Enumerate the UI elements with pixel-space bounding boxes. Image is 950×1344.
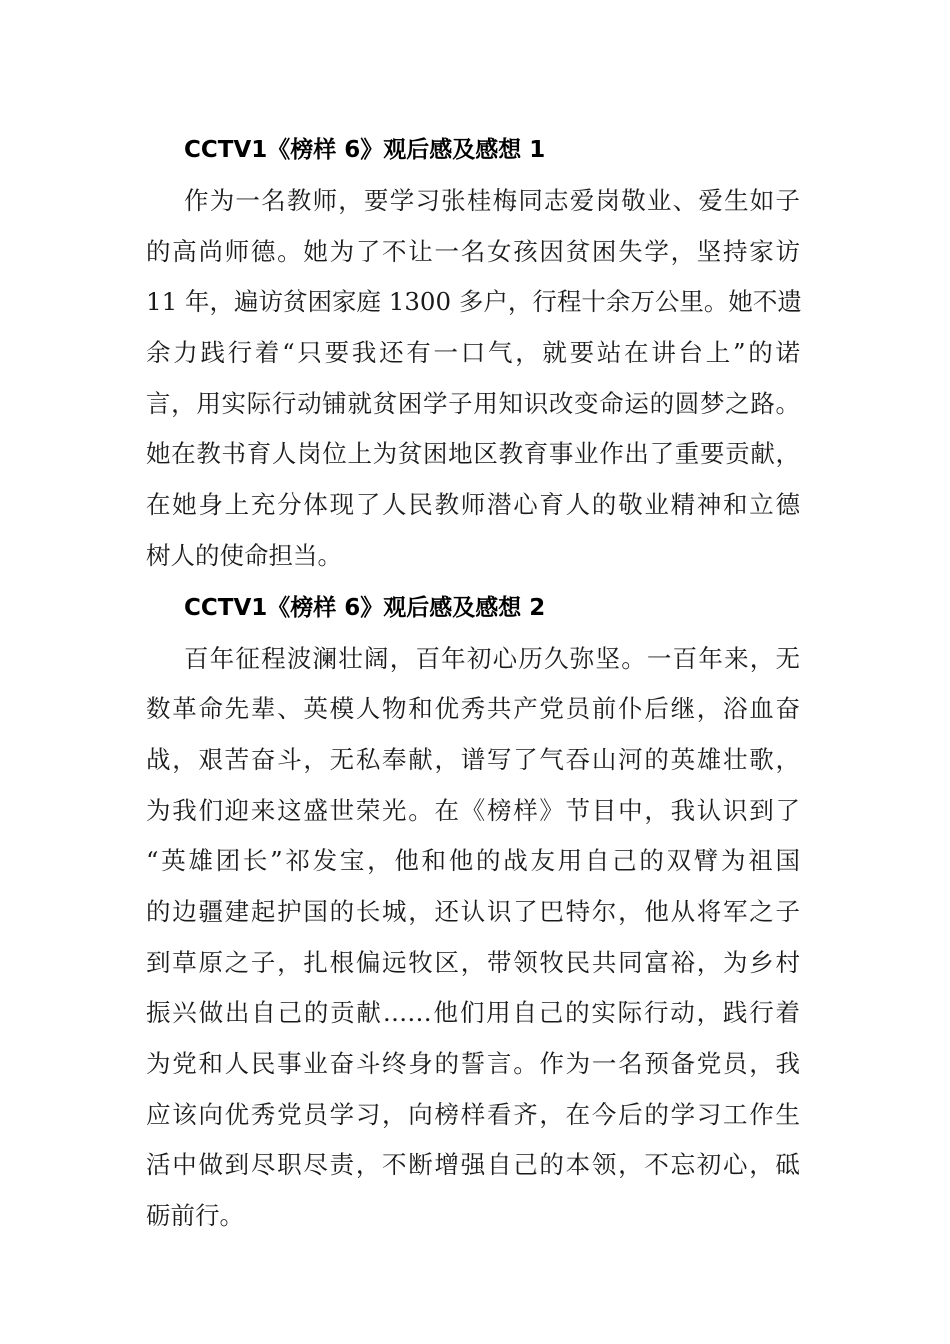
paragraph-line: 余力践行着“只要我还有一口气，就要站在讲台上”的诺	[146, 338, 800, 368]
paragraph-line: 树人的使命担当。	[146, 540, 342, 570]
paragraph-line: 活中做到尽职尽责，不断增强自己的本领，不忘初心，砥	[146, 1150, 800, 1180]
section-1-paragraph	[146, 176, 800, 582]
paragraph-line: 她在教书育人岗位上为贫困地区教育事业作出了重要贡献，	[146, 439, 800, 469]
paragraph-line: 在她身上充分体现了人民教师潜心育人的敬业精神和立德	[146, 490, 800, 520]
paragraph-line: 作为一名教师，要学习张桂梅同志爱岗敬业、爱生如子	[184, 186, 800, 215]
paragraph-line: 到草原之子，扎根偏远牧区，带领牧民共同富裕，为乡村	[146, 947, 800, 977]
document-body	[146, 124, 800, 1242]
paragraph-line: 战，艰苦奋斗，无私奉献，谱写了气吞山河的英雄壮歌，	[146, 744, 800, 774]
paragraph-line: 数革命先辈、英模人物和优秀共产党员前仆后继，浴血奋	[146, 694, 800, 724]
paragraph-line: 的高尚师德。她为了不让一名女孩因贫困失学，坚持家访	[146, 236, 800, 266]
paragraph-line: 为我们迎来这盛世荣光。在《榜样》节目中，我认识到了	[146, 795, 800, 825]
paragraph-line: 的边疆建起护国的长城，还认识了巴特尔，他从将军之子	[146, 896, 800, 926]
paragraph-line: 振兴做出自己的贡献……他们用自己的实际行动，践行着	[146, 998, 800, 1028]
paragraph-line: 为党和人民事业奋斗终身的誓言。作为一名预备党员，我	[146, 1049, 800, 1078]
paragraph-line: 言，用实际行动铺就贫困学子用知识改变命运的圆梦之路。	[146, 388, 800, 418]
paragraph-line: 砺前行。	[146, 1201, 244, 1231]
section-1-heading: CCTV1《榜样 6》观后感及感想 1	[184, 137, 546, 163]
section-2-heading: CCTV1《榜样 6》观后感及感想 2	[184, 594, 546, 621]
paragraph-line: 应该向优秀党员学习，向榜样看齐，在今后的学习工作生	[146, 1099, 800, 1129]
paragraph-line: “英雄团长”祁发宝，他和他的战友用自己的双臂为祖国	[146, 846, 800, 876]
section-2-paragraph	[146, 634, 800, 1242]
paragraph-line: 11 年，遍访贫困家庭 1300 多户，行程十余万公里。她不遗	[146, 287, 802, 317]
paragraph-line: 百年征程波澜壮阔，百年初心历久弥坚。一百年来，无	[184, 643, 800, 673]
